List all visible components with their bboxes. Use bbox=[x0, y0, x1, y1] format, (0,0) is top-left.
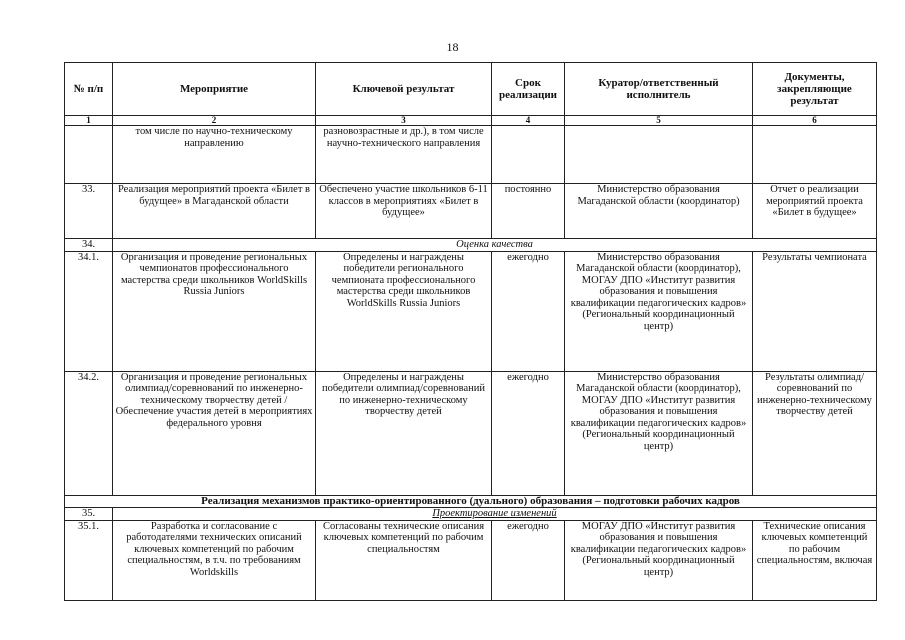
activities-table bbox=[64, 62, 877, 601]
section-row bbox=[65, 239, 877, 252]
table-row bbox=[65, 184, 877, 239]
block-title-row bbox=[65, 495, 877, 508]
section-num: 35. bbox=[65, 508, 113, 521]
block-title: Реализация механизмов практико-ориентированного (дуального) образования – подготовки рабочих кадров bbox=[65, 495, 877, 508]
row-docs bbox=[753, 126, 877, 184]
row-term: ежегодно bbox=[492, 251, 565, 371]
section-row bbox=[65, 508, 877, 521]
row-curator: Министерство образования Магаданской области (координатор), МОГАУ ДПО «Институт развития образования и повышения квалификации педагогических кадров» (Региональный координационный центр) bbox=[565, 371, 753, 495]
row-result: разновозрастные и др.), в том числе научно-технического направления bbox=[316, 126, 492, 184]
col-number: 3 bbox=[316, 116, 492, 126]
row-term bbox=[492, 126, 565, 184]
row-curator: Министерство образования Магаданской области (координатор) bbox=[565, 184, 753, 239]
column-number-row bbox=[65, 116, 877, 126]
table-row bbox=[65, 126, 877, 184]
section-num: 34. bbox=[65, 239, 113, 252]
row-num bbox=[65, 126, 113, 184]
header-curator: Куратор/ответственный исполнитель bbox=[565, 63, 753, 116]
row-event: Реализация мероприятий проекта «Билет в будущее» в Магаданской области bbox=[113, 184, 316, 239]
col-number: 4 bbox=[492, 116, 565, 126]
header-row bbox=[65, 63, 877, 116]
row-result: Обеспечено участие школьников 6-11 классов в мероприятиях «Билет в будущее» bbox=[316, 184, 492, 239]
row-num: 34.2. bbox=[65, 371, 113, 495]
row-curator bbox=[565, 126, 753, 184]
row-event: том числе по научно-техническому направлению bbox=[113, 126, 316, 184]
row-num: 33. bbox=[65, 184, 113, 239]
row-curator: Министерство образования Магаданской области (координатор), МОГАУ ДПО «Институт развития образования и повышения квалификации педагогических кадров» (Региональный координационный центр) bbox=[565, 251, 753, 371]
row-docs: Результаты чемпионата bbox=[753, 251, 877, 371]
table-row bbox=[65, 371, 877, 495]
header-event: Мероприятие bbox=[113, 63, 316, 116]
row-result: Согласованы технические описания ключевых компетенций по рабочим специальностям bbox=[316, 520, 492, 600]
row-num: 34.1. bbox=[65, 251, 113, 371]
col-number: 2 bbox=[113, 116, 316, 126]
header-docs: Документы, закрепляющие результат bbox=[753, 63, 877, 116]
row-term: постоянно bbox=[492, 184, 565, 239]
row-result: Определены и награждены победители регионального чемпионата профессионального мастерства среди школьников WorldSkills Russia Juniors bbox=[316, 251, 492, 371]
header-result: Ключевой результат bbox=[316, 63, 492, 116]
row-docs: Результаты олимпиад/соревнований по инженерно-техническому творчеству детей bbox=[753, 371, 877, 495]
row-event: Организация и проведение региональных чемпионатов профессионального мастерства среди школьников WorldSkills Russia Juniors bbox=[113, 251, 316, 371]
row-event: Разработка и согласование с работодателями технических описаний ключевых компетенций по рабочим специальностям, в т.ч. по требованиям Worldskills bbox=[113, 520, 316, 600]
row-event: Организация и проведение региональных олимпиад/соревнований по инженерно-техническому творчеству детей / Обеспечение участия детей в мероприятиях федерального уровня bbox=[113, 371, 316, 495]
col-number: 5 bbox=[565, 116, 753, 126]
section-title: Оценка качества bbox=[113, 239, 877, 252]
col-number: 1 bbox=[65, 116, 113, 126]
row-num: 35.1. bbox=[65, 520, 113, 600]
row-result: Определены и награждены победители олимпиад/соревнований по инженерно-техническому творчеству детей bbox=[316, 371, 492, 495]
row-term: ежегодно bbox=[492, 371, 565, 495]
col-number: 6 bbox=[753, 116, 877, 126]
page-number: 18 bbox=[446, 40, 459, 54]
row-curator: МОГАУ ДПО «Институт развития образования и повышения квалификации педагогических кадров» (Региональный координационный центр) bbox=[565, 520, 753, 600]
table-row bbox=[65, 520, 877, 600]
row-docs: Отчет о реализации мероприятий проекта «Билет в будущее» bbox=[753, 184, 877, 239]
row-term: ежегодно bbox=[492, 520, 565, 600]
header-num: № п/п bbox=[65, 63, 113, 116]
row-docs: Технические описания ключевых компетенций по рабочим специальностям, включая bbox=[753, 520, 877, 600]
header-term: Срок реализации bbox=[492, 63, 565, 116]
section-title: Проектирование изменений bbox=[113, 508, 877, 521]
table-row bbox=[65, 251, 877, 371]
